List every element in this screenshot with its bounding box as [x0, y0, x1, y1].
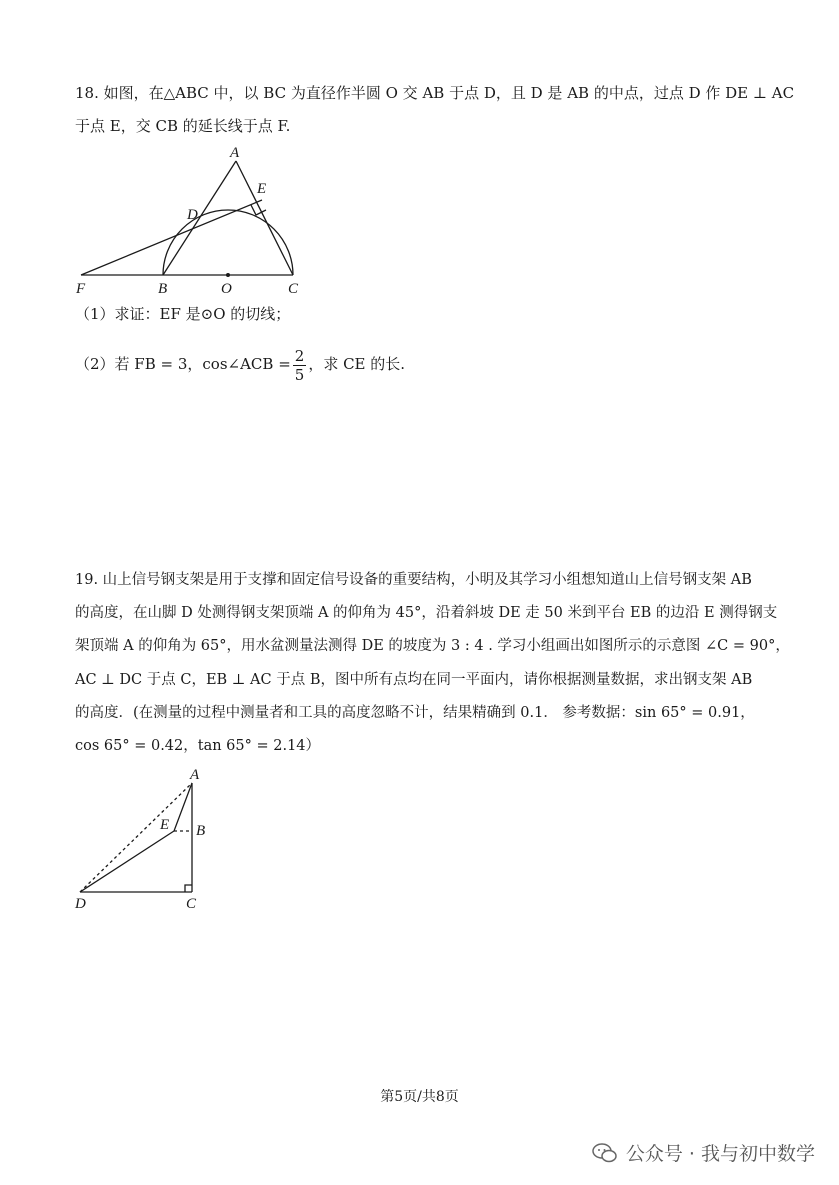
- segment-ab: [163, 161, 236, 275]
- q18-line-2: 于点 E，交 CB 的延长线于点 F.: [75, 117, 291, 135]
- segment-ea: [174, 783, 192, 831]
- q19-line-3: 架顶端 A 的仰角为 65°，用水盆测量法测得 DE 的坡度为 3 : 4 . 学习小组画出如图所示的示意图 ∠C = 90°，: [75, 638, 790, 654]
- label-b: B: [158, 281, 168, 297]
- segment-ac: [236, 161, 293, 275]
- fraction-numerator: 2: [294, 346, 305, 365]
- segment-fe: [81, 200, 262, 275]
- label-d: D: [75, 896, 86, 912]
- label-a: A: [230, 145, 240, 161]
- q18-part-1: （1）求证：EF 是⊙O 的切线；: [75, 305, 291, 323]
- label-a: A: [190, 767, 200, 783]
- label-o: O: [221, 281, 232, 297]
- q19-line-5: 的高度．(在测量的过程中测量者和工具的高度忽略不计，结果精确到 0.1． 参考数据：sin 65° = 0.91，: [75, 705, 755, 721]
- q19-line-1: 19. 山上信号钢支架是用于支撑和固定信号设备的重要结构，小明及其学习小组想知道山上信号钢支架 AB: [75, 572, 752, 588]
- watermark: [592, 1139, 815, 1166]
- q19-line-6: cos 65° = 0.42，tan 65° = 2.14）: [75, 738, 321, 754]
- fraction-denominator: 5: [294, 365, 305, 384]
- q18-line-1: 18. 如图，在△ABC 中，以 BC 为直径作半圆 O 交 AB 于点 D，且 D 是 AB 的中点，过点 D 作 DE ⊥ AC: [75, 84, 795, 102]
- q19-line-4: AC ⊥ DC 于点 C，EB ⊥ AC 于点 B，图中所有点均在同一平面内，请你根据测量数据，求出钢支架 AB: [75, 672, 753, 688]
- center-point-o: [226, 273, 230, 277]
- q19-line-2: 的高度，在山脚 D 处测得钢支架顶端 A 的仰角为 45°，沿着斜坡 DE 走 50 米到平台 EB 的边沿 E 测得钢支: [75, 605, 778, 621]
- label-c: C: [288, 281, 299, 297]
- label-e: E: [160, 817, 170, 833]
- fraction-2-5: [293, 347, 307, 384]
- q19-figure: [70, 765, 220, 915]
- q18-figure: [70, 140, 310, 300]
- q18-part-2-prefix: （2）若 FB = 3，cos∠ACB =: [75, 355, 291, 373]
- label-b: B: [196, 823, 206, 839]
- segment-da-dashed: [80, 783, 192, 892]
- watermark-text: 公众号 · 我与初中数学: [625, 1143, 815, 1165]
- segment-de: [80, 831, 174, 892]
- label-c: C: [186, 896, 197, 912]
- label-e: E: [257, 181, 267, 197]
- label-d: D: [187, 207, 198, 223]
- q18-part-2-suffix: ，求 CE 的长.: [308, 355, 406, 373]
- semicircle-o: [163, 210, 293, 275]
- page-footer: 第5页/共8页: [380, 1089, 459, 1105]
- right-angle-mark-c: [185, 885, 192, 892]
- q18-part-2: [75, 344, 405, 384]
- wechat-icon: [592, 1143, 618, 1163]
- label-f: F: [76, 281, 86, 297]
